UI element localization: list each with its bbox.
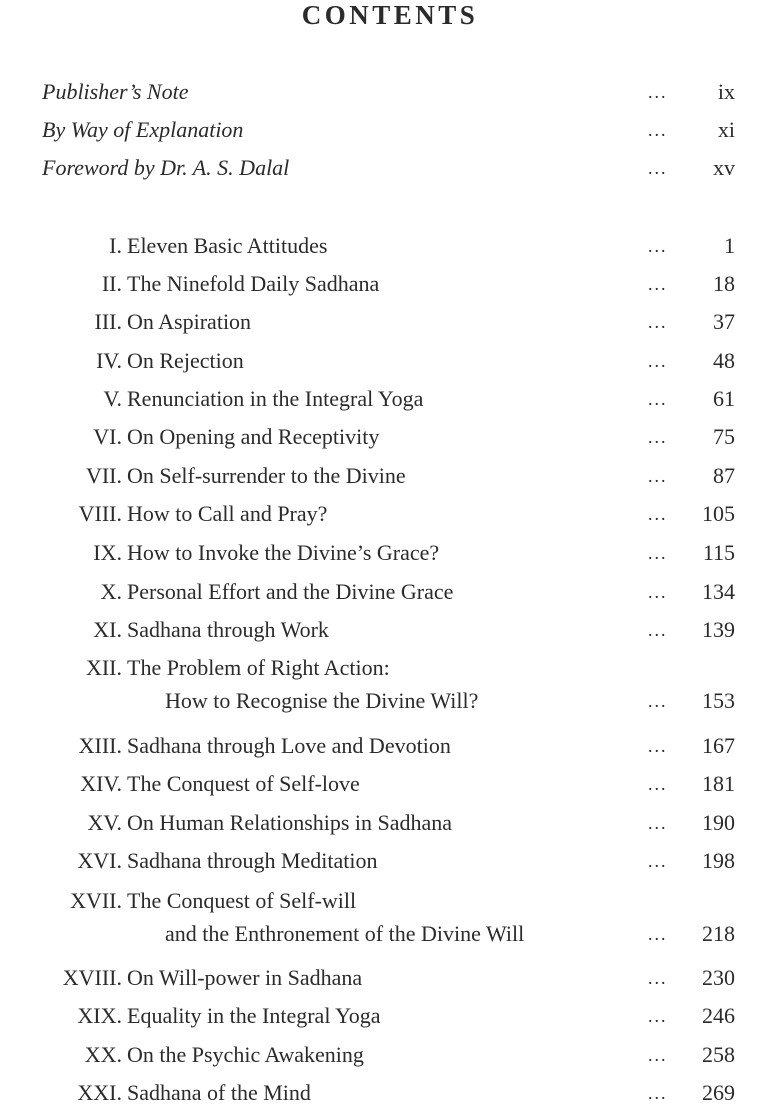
toc-page-number: 18 <box>713 271 735 296</box>
toc-chapter-entry[interactable] <box>0 421 780 453</box>
toc-page-number: 61 <box>713 386 735 411</box>
toc-leader-dots: ... <box>648 924 668 944</box>
toc-page-number: 37 <box>713 309 735 334</box>
toc-entry-continuation[interactable] <box>0 918 780 950</box>
toc-page-number: 1 <box>724 233 735 258</box>
toc-chapter-number: VII. <box>85 463 122 488</box>
toc-entry-title: Sadhana through Meditation <box>127 848 378 873</box>
toc-page-number: 190 <box>702 810 735 835</box>
toc-chapter-number: XVI. <box>77 848 122 873</box>
toc-entry-title: Sadhana of the Mind <box>127 1080 311 1105</box>
toc-entry-title: Sadhana through Love and Devotion <box>127 733 451 758</box>
toc-entry-title: Publisher’s Note <box>42 79 189 104</box>
toc-page-number: 48 <box>713 348 735 373</box>
toc-chapter-entry[interactable] <box>0 1000 780 1032</box>
toc-chapter-number: XI. <box>93 617 122 642</box>
toc-entry-title: Foreword by Dr. A. S. Dalal <box>42 155 290 180</box>
toc-entry-title: Renunciation in the Integral Yoga <box>127 386 424 411</box>
toc-entry-title: How to Call and Pray? <box>127 501 328 526</box>
toc-page-number: xi <box>717 117 735 142</box>
toc-page-number: 105 <box>702 501 735 526</box>
toc-entry-title: On Will-power in Sadhana <box>127 965 363 990</box>
toc-page-number: 218 <box>702 921 735 946</box>
toc-leader-dots: ... <box>648 466 668 486</box>
toc-entry-title: On Opening and Receptivity <box>127 424 380 449</box>
toc-chapter-number: XII. <box>85 655 122 680</box>
toc-chapter-number: XXI. <box>77 1080 122 1105</box>
toc-chapter-entry[interactable] <box>0 576 780 608</box>
toc-chapter-number: I. <box>109 233 122 258</box>
toc-chapter-number: XVII. <box>70 888 122 913</box>
toc-page-number: 75 <box>713 424 735 449</box>
toc-chapter-entry[interactable] <box>0 807 780 839</box>
toc-chapter-number: VIII. <box>78 501 122 526</box>
toc-chapter-number: IX. <box>93 540 122 565</box>
toc-leader-dots: ... <box>648 774 668 794</box>
toc-entry-title: On the Psychic Awakening <box>127 1042 364 1067</box>
toc-chapter-entry[interactable] <box>0 730 780 762</box>
toc-page-number: 167 <box>702 733 735 758</box>
toc-page-number: 258 <box>702 1042 735 1067</box>
toc-front-entry[interactable] <box>0 152 780 184</box>
toc-chapter-entry[interactable] <box>0 652 780 684</box>
toc-leader-dots: ... <box>648 312 668 332</box>
toc-leader-dots: ... <box>648 736 668 756</box>
toc-entry-title: The Ninefold Daily Sadhana <box>127 271 380 296</box>
toc-leader-dots: ... <box>648 582 668 602</box>
toc-chapter-number: IV. <box>96 348 122 373</box>
toc-chapter-number: XV. <box>87 810 122 835</box>
toc-page-number: 230 <box>702 965 735 990</box>
toc-page-number: 139 <box>702 617 735 642</box>
toc-entry-title: On Self-surrender to the Divine <box>127 463 406 488</box>
toc-chapter-entry[interactable] <box>0 1039 780 1071</box>
toc-chapter-number: XX. <box>84 1042 122 1067</box>
toc-page-number: xv <box>713 155 735 180</box>
toc-entry-title: How to Invoke the Divine’s Grace? <box>127 540 440 565</box>
page-title: CONTENTS <box>301 0 479 30</box>
toc-entry-title: The Conquest of Self-will <box>127 888 357 913</box>
toc-entry-title: On Human Relationships in Sadhana <box>127 810 453 835</box>
toc-entry-title: Sadhana through Work <box>127 617 329 642</box>
toc-chapter-entry[interactable] <box>0 345 780 377</box>
toc-chapter-entry[interactable] <box>0 614 780 646</box>
toc-chapter-entry[interactable] <box>0 845 780 877</box>
toc-leader-dots: ... <box>648 158 668 178</box>
toc-leader-dots: ... <box>648 1045 668 1065</box>
toc-chapter-number: X. <box>100 579 122 604</box>
toc-leader-dots: ... <box>648 82 668 102</box>
toc-leader-dots: ... <box>648 543 668 563</box>
toc-chapter-entry[interactable] <box>0 306 780 338</box>
toc-entry-title: On Rejection <box>127 348 244 373</box>
toc-chapter-entry[interactable] <box>0 498 780 530</box>
toc-entry-title: Personal Effort and the Divine Grace <box>127 579 454 604</box>
toc-page-number: 134 <box>702 579 735 604</box>
toc-chapter-number: VI. <box>93 424 122 449</box>
toc-page-number: 153 <box>702 688 735 713</box>
toc-page-number: 246 <box>702 1003 735 1028</box>
toc-leader-dots: ... <box>648 504 668 524</box>
toc-chapter-number: V. <box>103 386 122 411</box>
toc-entry-title: Eleven Basic Attitudes <box>127 233 328 258</box>
toc-leader-dots: ... <box>648 1006 668 1026</box>
toc-chapter-entry[interactable] <box>0 962 780 994</box>
toc-leader-dots: ... <box>648 968 668 988</box>
toc-leader-dots: ... <box>648 1083 668 1103</box>
toc-entry-continuation[interactable] <box>0 685 780 717</box>
toc-chapter-entry[interactable] <box>0 383 780 415</box>
toc-leader-dots: ... <box>648 620 668 640</box>
toc-entry-title: On Aspiration <box>127 309 252 334</box>
toc-chapter-entry[interactable] <box>0 268 780 300</box>
toc-leader-dots: ... <box>648 691 668 711</box>
toc-chapter-entry[interactable] <box>0 885 780 917</box>
toc-page-number: ix <box>717 79 735 104</box>
toc-leader-dots: ... <box>648 389 668 409</box>
toc-leader-dots: ... <box>648 351 668 371</box>
toc-chapter-number: XIII. <box>78 733 122 758</box>
toc-front-entry[interactable] <box>0 76 780 108</box>
toc-page-number: 198 <box>702 848 735 873</box>
toc-chapter-number: II. <box>101 271 122 296</box>
toc-entry-title: By Way of Explanation <box>42 117 244 142</box>
toc-leader-dots: ... <box>648 813 668 833</box>
toc-chapter-entry[interactable] <box>0 460 780 492</box>
toc-leader-dots: ... <box>648 274 668 294</box>
toc-page-number: 181 <box>702 771 735 796</box>
toc-leader-dots: ... <box>648 120 668 140</box>
toc-chapter-number: XIV. <box>80 771 122 796</box>
toc-page-number: 269 <box>702 1080 735 1105</box>
toc-entry-title: Equality in the Integral Yoga <box>127 1003 381 1028</box>
toc-leader-dots: ... <box>648 236 668 256</box>
toc-chapter-entry[interactable] <box>0 537 780 569</box>
toc-entry-title-continued: How to Recognise the Divine Will? <box>165 688 479 713</box>
toc-entry-title: The Conquest of Self-love <box>127 771 360 796</box>
toc-chapter-entry[interactable] <box>0 1077 780 1109</box>
toc-chapter-entry[interactable] <box>0 768 780 800</box>
toc-chapter-number: XIX. <box>77 1003 122 1028</box>
toc-chapter-number: XVIII. <box>62 965 122 990</box>
toc-chapter-number: III. <box>94 309 122 334</box>
toc-entry-title: The Problem of Right Action: <box>127 655 390 680</box>
toc-front-entry[interactable] <box>0 114 780 146</box>
toc-page-number: 87 <box>713 463 735 488</box>
toc-leader-dots: ... <box>648 851 668 871</box>
toc-page-number: 115 <box>702 540 735 565</box>
toc-leader-dots: ... <box>648 427 668 447</box>
toc-chapter-entry[interactable] <box>0 230 780 262</box>
toc-entry-title-continued: and the Enthronement of the Divine Will <box>165 921 525 946</box>
